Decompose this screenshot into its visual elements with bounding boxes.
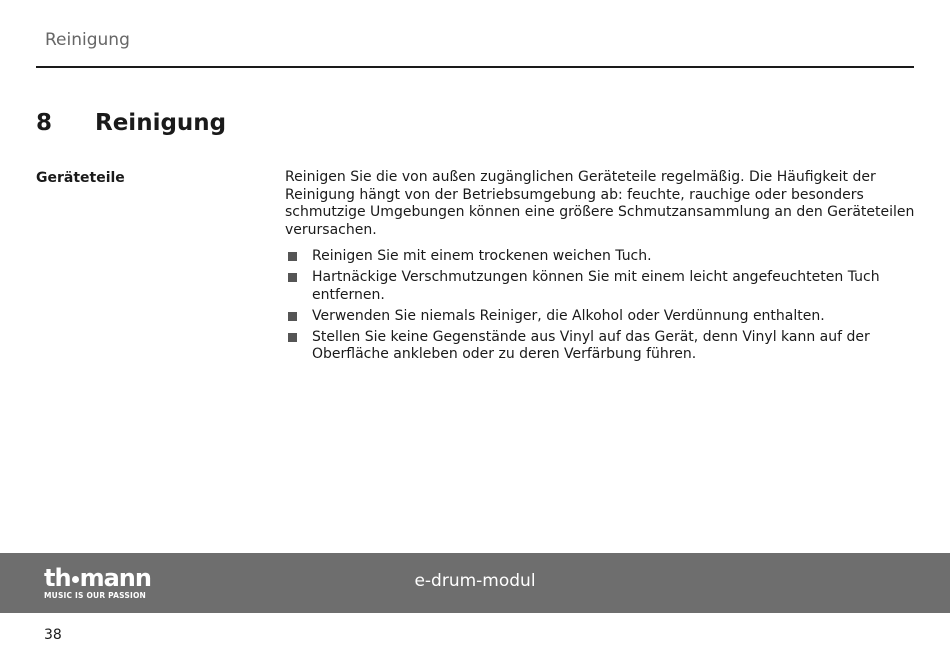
cleaning-instructions-list [285,248,915,364]
running-header: Reinigung [45,30,130,50]
list-item [285,248,915,266]
list-item [285,329,915,364]
brand-tagline: MUSIC IS OUR PASSION [44,591,147,600]
list-item [285,308,915,326]
chapter-heading [36,110,226,136]
filled-square-icon [288,252,297,261]
header-divider [36,66,914,68]
filled-square-icon [288,273,297,282]
page-number: 38 [44,627,62,643]
list-item-text: Stellen Sie keine Gegenstände aus Vinyl auf das Gerät, denn Vinyl kann auf der Oberfläche ankleben oder zu deren Verfärbung führen. [312,328,870,362]
list-item-text: Hartnäckige Verschmutzungen können Sie mit einem leicht angefeuchteten Tuch entfernen. [312,269,880,303]
list-item-text: Reinigen Sie mit einem trockenen weichen Tuch. [312,248,652,264]
brand-wordmark-part1: th [44,564,71,592]
brand-wordmark-part2: mann [79,564,151,592]
product-name: e-drum-modul [414,571,536,591]
chapter-number: 8 [36,110,53,136]
section-side-heading: Geräteteile [36,170,125,186]
chapter-title: Reinigung [95,110,227,136]
section-body [285,169,915,367]
list-item-text: Verwenden Sie niemals Reiniger, die Alkohol oder Verdünnung enthalten. [312,307,825,324]
filled-square-icon [288,312,297,321]
list-item [285,269,915,304]
filled-square-icon [288,333,297,342]
intro-paragraph: Reinigen Sie die von außen zugänglichen Geräteteile regelmäßig. Die Häufigkeit der Reinigung hängt von der Betriebsumgebung ab: feuchte, rauchige oder besonders schmutzige Umgebungen können eine größere Schmutzansammlung an den Geräteteilen verursachen. [285,169,915,238]
